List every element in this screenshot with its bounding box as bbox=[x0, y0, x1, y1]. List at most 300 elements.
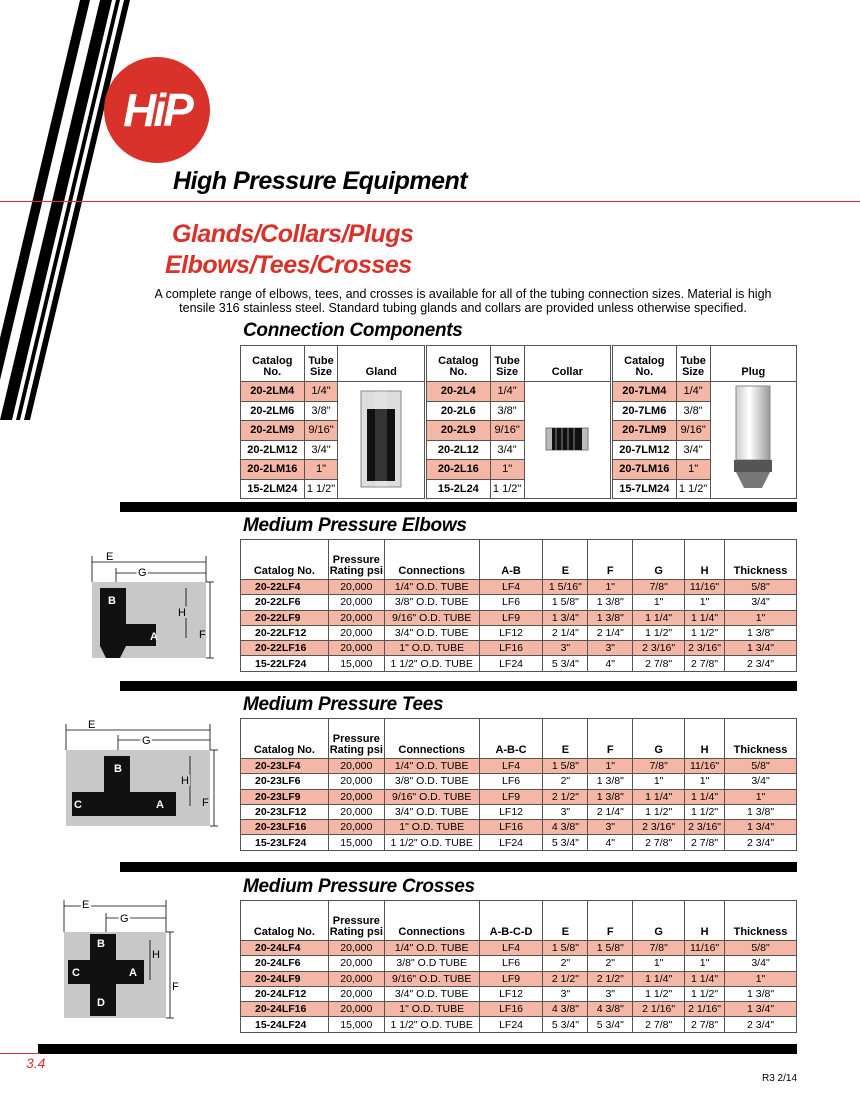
table-cell: 1" bbox=[588, 759, 633, 774]
table-cell: 15,000 bbox=[328, 656, 384, 671]
table-cell: LF12 bbox=[479, 986, 543, 1001]
column-header: Tube Size bbox=[676, 346, 710, 382]
table-cell: 2 3/16" bbox=[685, 641, 725, 656]
table-cell: 20-2L6 bbox=[427, 401, 491, 421]
cross-label-c: C bbox=[72, 967, 80, 979]
footer-rule bbox=[0, 1053, 40, 1054]
table-cell: 2 1/4" bbox=[588, 804, 633, 819]
table-cell: 1 3/8" bbox=[588, 595, 633, 610]
table-cell: 3" bbox=[543, 804, 588, 819]
column-header: H bbox=[685, 719, 725, 759]
cross-label-g: G bbox=[120, 913, 129, 925]
table-cell: 15-2L24 bbox=[427, 479, 491, 499]
table-cell: 20-23LF12 bbox=[241, 804, 329, 819]
table-cell: 1 5/8" bbox=[543, 595, 588, 610]
table-row bbox=[241, 580, 797, 595]
table-cell: 2 3/4" bbox=[725, 656, 797, 671]
crosses-table bbox=[240, 900, 797, 1033]
column-header: Catalog No. bbox=[241, 540, 329, 580]
table-cell: 9/16" O.D. TUBE bbox=[384, 789, 479, 804]
table-cell: 5 3/4" bbox=[543, 656, 588, 671]
table-cell: 20-7LM9 bbox=[613, 421, 677, 441]
table-cell: 3/8" bbox=[304, 401, 338, 421]
column-header: Pressure Rating psi bbox=[328, 901, 384, 941]
column-header: A-B-C bbox=[479, 719, 543, 759]
table-cell: 20,000 bbox=[328, 986, 384, 1001]
table-cell: 20,000 bbox=[328, 820, 384, 835]
table-cell: 1" bbox=[633, 956, 685, 971]
column-header: Catalog No. bbox=[427, 346, 491, 382]
table-cell: 1 1/2" O.D. TUBE bbox=[384, 835, 479, 850]
table-cell: 20-2LM16 bbox=[241, 460, 305, 480]
elbow-label-e: E bbox=[106, 551, 114, 563]
table-cell: LF24 bbox=[479, 656, 543, 671]
table-cell: LF6 bbox=[479, 595, 543, 610]
table-cell: 1" bbox=[725, 971, 797, 986]
table-cell: LF12 bbox=[479, 804, 543, 819]
hip-logo: HiP bbox=[104, 57, 210, 163]
tee-label-e: E bbox=[88, 719, 96, 731]
table-cell: 1" O.D. TUBE bbox=[384, 641, 479, 656]
table-row bbox=[241, 656, 797, 671]
table-cell: 3/8" O.D TUBE bbox=[384, 956, 479, 971]
column-header: E bbox=[543, 719, 588, 759]
table-cell: 2 1/4" bbox=[543, 625, 588, 640]
table-cell: 15-2LM24 bbox=[241, 479, 305, 499]
elbows-section-title: Medium Pressure Elbows bbox=[243, 515, 467, 536]
column-header: H bbox=[685, 540, 725, 580]
table-cell: 11/16" bbox=[685, 580, 725, 595]
table-cell: 1/4" bbox=[304, 382, 338, 402]
table-cell: 9/16" O.D. TUBE bbox=[384, 610, 479, 625]
table-cell: 9/16" bbox=[676, 421, 710, 441]
table-cell: 3/4" bbox=[725, 774, 797, 789]
table-cell: 20-22LF6 bbox=[241, 595, 329, 610]
column-header: E bbox=[543, 901, 588, 941]
column-header: Thickness bbox=[725, 719, 797, 759]
table-cell: LF6 bbox=[479, 774, 543, 789]
cross-label-b: B bbox=[97, 938, 105, 950]
table-cell: 20-7LM6 bbox=[613, 401, 677, 421]
column-header: Gland bbox=[338, 346, 425, 382]
table-cell: 1 1/4" bbox=[685, 971, 725, 986]
column-header: Pressure Rating psi bbox=[328, 719, 384, 759]
table-cell: 20-22LF16 bbox=[241, 641, 329, 656]
page-number: 3.4 bbox=[26, 1055, 46, 1071]
table-cell: 20-23LF9 bbox=[241, 789, 329, 804]
table-cell: 20,000 bbox=[328, 971, 384, 986]
table-cell: 20,000 bbox=[328, 595, 384, 610]
connection-table bbox=[426, 345, 611, 499]
table-cell: 20-2L16 bbox=[427, 460, 491, 480]
table-row bbox=[241, 641, 797, 656]
column-header: Connections bbox=[384, 719, 479, 759]
section-divider bbox=[120, 862, 797, 872]
cross-label-d: D bbox=[97, 997, 105, 1009]
table-cell: 20-2LM4 bbox=[241, 382, 305, 402]
heading-line1: Glands/Collars/Plugs bbox=[172, 220, 414, 248]
table-cell: 20-22LF12 bbox=[241, 625, 329, 640]
heading-line2: Elbows/Tees/Crosses bbox=[165, 251, 412, 279]
table-cell: 20-2L9 bbox=[427, 421, 491, 441]
table-cell: 3/4" O.D. TUBE bbox=[384, 804, 479, 819]
elbow-label-g: G bbox=[138, 567, 147, 579]
tee-label-a: A bbox=[156, 799, 164, 811]
table-cell: 1 1/4" bbox=[685, 789, 725, 804]
table-cell: 1" bbox=[304, 460, 338, 480]
table-cell: 15-22LF24 bbox=[241, 656, 329, 671]
table-cell: 3" bbox=[543, 641, 588, 656]
table-cell: 2 3/4" bbox=[725, 1017, 797, 1032]
table-row bbox=[241, 774, 797, 789]
column-header: A-B bbox=[479, 540, 543, 580]
table-row bbox=[241, 759, 797, 774]
table-row bbox=[241, 625, 797, 640]
revision: R3 2/14 bbox=[762, 1073, 798, 1084]
table-row bbox=[241, 1002, 797, 1017]
table-cell: 1 5/8" bbox=[543, 941, 588, 956]
table-cell: 20-2LM12 bbox=[241, 440, 305, 460]
tee-label-f: F bbox=[202, 797, 209, 809]
table-cell: 2 7/8" bbox=[685, 1017, 725, 1032]
table-cell: LF24 bbox=[479, 835, 543, 850]
table-cell: 2 7/8" bbox=[633, 656, 685, 671]
table-cell: 1 1/2" bbox=[685, 986, 725, 1001]
gland-image bbox=[338, 382, 425, 499]
table-cell: 1" bbox=[588, 580, 633, 595]
column-header: Tube Size bbox=[490, 346, 524, 382]
table-cell: LF9 bbox=[479, 610, 543, 625]
table-row bbox=[241, 941, 797, 956]
table-cell: 5 3/4" bbox=[543, 1017, 588, 1032]
table-cell: 1/4" bbox=[676, 382, 710, 402]
table-cell: 3" bbox=[588, 986, 633, 1001]
table-cell: 20-2LM6 bbox=[241, 401, 305, 421]
column-header: Plug bbox=[710, 346, 796, 382]
table-cell: 20-24LF9 bbox=[241, 971, 329, 986]
table-cell: 1" bbox=[676, 460, 710, 480]
table-cell: 1 1/2" O.D. TUBE bbox=[384, 1017, 479, 1032]
column-header: G bbox=[633, 719, 685, 759]
column-header: Tube Size bbox=[304, 346, 338, 382]
table-cell: 1 3/8" bbox=[725, 986, 797, 1001]
table-cell: 2 1/4" bbox=[588, 625, 633, 640]
column-header: Connections bbox=[384, 540, 479, 580]
table-cell: LF16 bbox=[479, 820, 543, 835]
table-cell: LF16 bbox=[479, 641, 543, 656]
table-cell: 1" bbox=[725, 789, 797, 804]
column-header: G bbox=[633, 540, 685, 580]
table-cell: 1 1/2" bbox=[633, 986, 685, 1001]
table-row bbox=[241, 971, 797, 986]
table-row bbox=[241, 610, 797, 625]
table-cell: 20-22LF9 bbox=[241, 610, 329, 625]
table-row bbox=[241, 1017, 797, 1032]
table-cell: 15-23LF24 bbox=[241, 835, 329, 850]
title-rule bbox=[0, 201, 860, 202]
table-cell: 5/8" bbox=[725, 759, 797, 774]
table-row bbox=[241, 956, 797, 971]
table-cell: 20-2LM9 bbox=[241, 421, 305, 441]
table-cell: 1 1/2" bbox=[304, 479, 338, 499]
table-cell: 2 7/8" bbox=[633, 835, 685, 850]
column-header: F bbox=[588, 540, 633, 580]
table-cell: 1 1/2" bbox=[685, 625, 725, 640]
tees-section-title: Medium Pressure Tees bbox=[243, 694, 444, 715]
table-cell: 7/8" bbox=[633, 941, 685, 956]
intro-paragraph: A complete range of elbows, tees, and crosses is available for all of the tubing connection sizes. Material is high tensile 316 stainless steel. Standard tubing glands and collars are provided unless otherwise specified. bbox=[154, 287, 772, 315]
table-cell: 1/4" bbox=[490, 382, 524, 402]
table-cell: 20,000 bbox=[328, 774, 384, 789]
table-cell: 1 1/2" bbox=[633, 625, 685, 640]
table-cell: 2 3/16" bbox=[633, 820, 685, 835]
column-header: Thickness bbox=[725, 540, 797, 580]
table-cell: 1 1/2" O.D. TUBE bbox=[384, 656, 479, 671]
table-cell: 3/4" O.D. TUBE bbox=[384, 625, 479, 640]
table-cell: 1 1/2" bbox=[685, 804, 725, 819]
crosses-section-title: Medium Pressure Crosses bbox=[243, 876, 475, 897]
table-cell: 4 3/8" bbox=[543, 820, 588, 835]
table-cell: 11/16" bbox=[685, 759, 725, 774]
table-cell: 5/8" bbox=[725, 941, 797, 956]
table-row bbox=[241, 804, 797, 819]
table-cell: 2 7/8" bbox=[633, 1017, 685, 1032]
table-cell: 2" bbox=[543, 956, 588, 971]
table-cell: 1 5/16" bbox=[543, 580, 588, 595]
table-cell: 20,000 bbox=[328, 789, 384, 804]
table-cell: 1" O.D. TUBE bbox=[384, 820, 479, 835]
table-cell: 1/4" O.D. TUBE bbox=[384, 941, 479, 956]
elbow-label-b: B bbox=[108, 595, 116, 607]
table-cell: 20-24LF12 bbox=[241, 986, 329, 1001]
column-header: E bbox=[543, 540, 588, 580]
column-header: Pressure Rating psi bbox=[328, 540, 384, 580]
column-header: F bbox=[588, 719, 633, 759]
table-cell: 1" bbox=[725, 610, 797, 625]
table-cell: LF4 bbox=[479, 580, 543, 595]
column-header: Connections bbox=[384, 901, 479, 941]
table-cell: 20-2L4 bbox=[427, 382, 491, 402]
table-cell: 20,000 bbox=[328, 1002, 384, 1017]
table-cell: 3/4" bbox=[490, 440, 524, 460]
tee-label-h: H bbox=[181, 775, 189, 787]
cross-label-e: E bbox=[82, 899, 90, 911]
column-header: Catalog No. bbox=[613, 346, 677, 382]
table-row bbox=[241, 595, 797, 610]
tee-diagram bbox=[62, 716, 222, 828]
table-cell: 2 7/8" bbox=[685, 656, 725, 671]
table-cell: 1 1/4" bbox=[685, 610, 725, 625]
table-cell: 20,000 bbox=[328, 941, 384, 956]
table-cell: 1 1/4" bbox=[633, 971, 685, 986]
table-cell: 2" bbox=[543, 774, 588, 789]
table-cell: 5 3/4" bbox=[588, 1017, 633, 1032]
table-cell: 1 3/8" bbox=[725, 625, 797, 640]
elbow-label-f: F bbox=[199, 629, 206, 641]
table-cell: 1 3/8" bbox=[588, 774, 633, 789]
table-cell: 1 3/4" bbox=[725, 1002, 797, 1017]
table-cell: LF12 bbox=[479, 625, 543, 640]
table-cell: 2" bbox=[588, 956, 633, 971]
table-cell: 3/4" bbox=[304, 440, 338, 460]
table-row bbox=[613, 382, 797, 402]
table-cell: 9/16" bbox=[490, 421, 524, 441]
table-cell: 1 1/2" bbox=[633, 804, 685, 819]
table-cell: 20,000 bbox=[328, 759, 384, 774]
connection-table bbox=[240, 345, 425, 499]
decorative-stripes bbox=[0, 0, 130, 420]
table-cell: 1" bbox=[685, 595, 725, 610]
table-cell: 15,000 bbox=[328, 835, 384, 850]
table-cell: 1 5/8" bbox=[588, 941, 633, 956]
table-cell: 20-23LF4 bbox=[241, 759, 329, 774]
cross-label-a: A bbox=[129, 967, 137, 979]
table-cell: 3/4" O.D. TUBE bbox=[384, 986, 479, 1001]
column-header: F bbox=[588, 901, 633, 941]
table-cell: 1 3/4" bbox=[725, 820, 797, 835]
table-cell: 9/16" O.D. TUBE bbox=[384, 971, 479, 986]
table-cell: 1 3/8" bbox=[588, 789, 633, 804]
connection-table bbox=[612, 345, 797, 499]
elbows-table bbox=[240, 539, 797, 672]
table-cell: 20-7LM4 bbox=[613, 382, 677, 402]
table-cell: 3/4" bbox=[676, 440, 710, 460]
connection-section-title: Connection Components bbox=[243, 320, 463, 341]
table-cell: 20,000 bbox=[328, 580, 384, 595]
table-cell: 1 1/4" bbox=[633, 610, 685, 625]
table-cell: 20-23LF16 bbox=[241, 820, 329, 835]
table-cell: LF9 bbox=[479, 789, 543, 804]
column-header: Thickness bbox=[725, 901, 797, 941]
table-row bbox=[427, 382, 611, 402]
table-cell: 1" bbox=[685, 956, 725, 971]
table-cell: 20-22LF4 bbox=[241, 580, 329, 595]
column-header: G bbox=[633, 901, 685, 941]
table-cell: 20-24LF16 bbox=[241, 1002, 329, 1017]
table-cell: 4 3/8" bbox=[588, 1002, 633, 1017]
table-cell: 2 3/4" bbox=[725, 835, 797, 850]
column-header: Collar bbox=[524, 346, 610, 382]
table-cell: 20-7LM12 bbox=[613, 440, 677, 460]
table-cell: 3/8" bbox=[490, 401, 524, 421]
table-cell: 7/8" bbox=[633, 580, 685, 595]
table-cell: 20,000 bbox=[328, 625, 384, 640]
table-row bbox=[241, 820, 797, 835]
collar-image bbox=[524, 382, 610, 499]
table-cell: 11/16" bbox=[685, 941, 725, 956]
footer-bar bbox=[38, 1044, 797, 1054]
column-header: A-B-C-D bbox=[479, 901, 543, 941]
tee-label-c: C bbox=[74, 799, 82, 811]
table-cell: 20,000 bbox=[328, 804, 384, 819]
table-row bbox=[241, 382, 425, 402]
table-cell: 3" bbox=[588, 641, 633, 656]
table-cell: 1 5/8" bbox=[543, 759, 588, 774]
table-cell: 1 1/2" bbox=[676, 479, 710, 499]
table-row bbox=[241, 789, 797, 804]
tee-label-g: G bbox=[142, 735, 151, 747]
column-header: H bbox=[685, 901, 725, 941]
table-cell: 4" bbox=[588, 656, 633, 671]
table-cell: 20-24LF4 bbox=[241, 941, 329, 956]
table-cell: 2 1/2" bbox=[588, 971, 633, 986]
tees-table bbox=[240, 718, 797, 851]
table-cell: 3" bbox=[543, 986, 588, 1001]
table-cell: LF24 bbox=[479, 1017, 543, 1032]
table-cell: 20,000 bbox=[328, 610, 384, 625]
plug-image bbox=[710, 382, 796, 499]
table-cell: LF4 bbox=[479, 941, 543, 956]
table-cell: 1 3/4" bbox=[725, 641, 797, 656]
table-cell: LF16 bbox=[479, 1002, 543, 1017]
table-cell: 20-23LF6 bbox=[241, 774, 329, 789]
table-cell: 3/8" O.D. TUBE bbox=[384, 774, 479, 789]
table-cell: 1 3/4" bbox=[543, 610, 588, 625]
table-cell: 2 1/16" bbox=[633, 1002, 685, 1017]
table-cell: 1 1/4" bbox=[633, 789, 685, 804]
table-cell: 20,000 bbox=[328, 641, 384, 656]
table-cell: 1 3/8" bbox=[588, 610, 633, 625]
page-title: High Pressure Equipment bbox=[173, 167, 468, 195]
table-cell: 15-7LM24 bbox=[613, 479, 677, 499]
elbow-label-h: H bbox=[178, 607, 186, 619]
table-cell: 1/4" O.D. TUBE bbox=[384, 580, 479, 595]
table-cell: 4" bbox=[588, 835, 633, 850]
table-cell: 3/8" O.D. TUBE bbox=[384, 595, 479, 610]
table-cell: 2 7/8" bbox=[685, 835, 725, 850]
table-cell: 3/8" bbox=[676, 401, 710, 421]
table-cell: 1/4" O.D. TUBE bbox=[384, 759, 479, 774]
column-header: Catalog No. bbox=[241, 719, 329, 759]
table-cell: 1" bbox=[633, 595, 685, 610]
elbow-diagram bbox=[88, 548, 223, 660]
table-cell: 3/4" bbox=[725, 595, 797, 610]
table-row bbox=[241, 986, 797, 1001]
table-cell: LF4 bbox=[479, 759, 543, 774]
table-cell: 5 3/4" bbox=[543, 835, 588, 850]
table-cell: 1 3/8" bbox=[725, 804, 797, 819]
table-cell: 3/4" bbox=[725, 956, 797, 971]
table-cell: 3" bbox=[588, 820, 633, 835]
table-cell: 20-7LM16 bbox=[613, 460, 677, 480]
column-header: Catalog No. bbox=[241, 346, 305, 382]
table-cell: 5/8" bbox=[725, 580, 797, 595]
table-cell: 2 1/2" bbox=[543, 789, 588, 804]
table-cell: 15-24LF24 bbox=[241, 1017, 329, 1032]
table-cell: 2 1/2" bbox=[543, 971, 588, 986]
elbow-label-a: A bbox=[150, 631, 158, 643]
table-cell: 20-2L12 bbox=[427, 440, 491, 460]
table-cell: LF9 bbox=[479, 971, 543, 986]
table-cell: 2 3/16" bbox=[685, 820, 725, 835]
section-divider bbox=[120, 681, 797, 691]
table-cell: 4 3/8" bbox=[543, 1002, 588, 1017]
table-cell: 1" O.D. TUBE bbox=[384, 1002, 479, 1017]
table-cell: 1 1/2" bbox=[490, 479, 524, 499]
table-cell: 15,000 bbox=[328, 1017, 384, 1032]
table-row bbox=[241, 835, 797, 850]
table-cell: 7/8" bbox=[633, 759, 685, 774]
tee-label-b: B bbox=[114, 763, 122, 775]
table-cell: 20-24LF6 bbox=[241, 956, 329, 971]
table-cell: 2 3/16" bbox=[633, 641, 685, 656]
table-cell: LF6 bbox=[479, 956, 543, 971]
section-divider bbox=[120, 502, 797, 512]
table-cell: 20,000 bbox=[328, 956, 384, 971]
column-header: Catalog No. bbox=[241, 901, 329, 941]
cross-diagram bbox=[62, 896, 192, 1026]
table-cell: 1" bbox=[685, 774, 725, 789]
